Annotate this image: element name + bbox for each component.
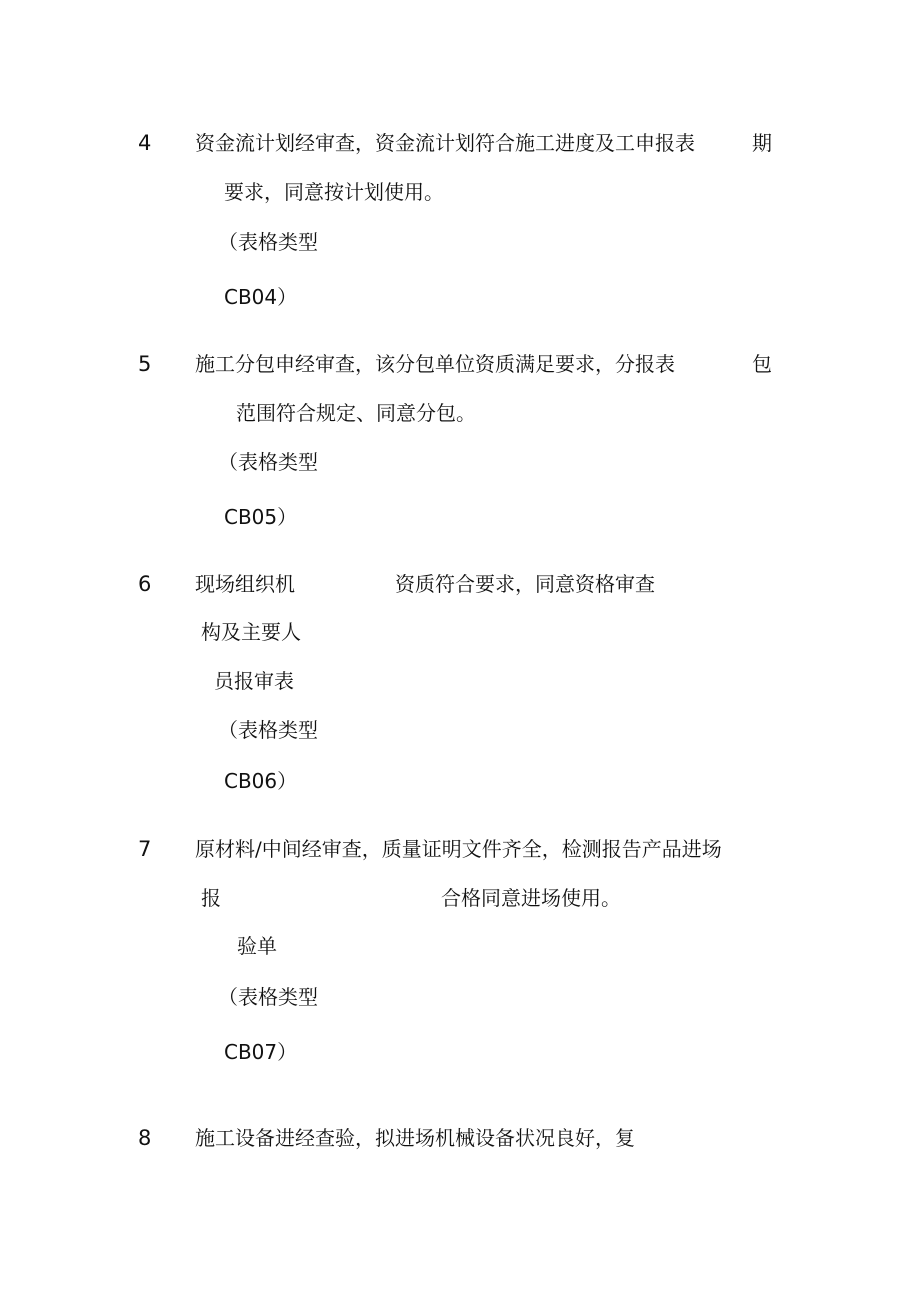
row-name-part1: 现场组织机 <box>195 572 295 596</box>
form-type-label: （表格类型 <box>218 450 318 474</box>
row-text-line2: 要求，同意按计划使用。 <box>224 180 444 204</box>
row-number: 6 <box>138 572 152 596</box>
row-opinion: 合格同意进场使用。 <box>441 886 621 910</box>
form-type-code: CB04） <box>224 285 298 309</box>
row-number: 8 <box>138 1126 152 1150</box>
row-text-line1: 施工设备进经查验，拟进场机械设备状况良好，复 <box>195 1126 635 1150</box>
row-text-line1: 原材料/中间经审查，质量证明文件齐全，检测报告产品进场 <box>195 837 722 861</box>
row-text-tail: 期 <box>752 131 772 155</box>
row-name-part3: 验单 <box>237 934 277 958</box>
form-type-label: （表格类型 <box>218 230 318 254</box>
form-type-code: CB05） <box>224 505 298 529</box>
row-text-tail: 包 <box>752 352 772 376</box>
row-text-line1: 资金流计划经审查，资金流计划符合施工进度及工申报表 <box>195 131 695 155</box>
form-type-code: CB07） <box>224 1040 298 1064</box>
row-number: 4 <box>138 131 152 155</box>
row-number: 7 <box>138 837 152 861</box>
form-type-code: CB06） <box>224 769 298 793</box>
form-type-label: （表格类型 <box>218 718 318 742</box>
row-number: 5 <box>138 352 152 376</box>
row-name-part2: 报 <box>201 886 221 910</box>
form-type-label: （表格类型 <box>218 985 318 1009</box>
row-opinion: 资质符合要求，同意资格审查 <box>395 572 655 596</box>
row-text-line1: 施工分包申经审查，该分包单位资质满足要求，分报表 <box>195 352 675 376</box>
row-name-part3: 员报审表 <box>214 669 294 693</box>
row-name-part2: 构及主要人 <box>201 620 301 644</box>
row-text-line2: 范围符合规定、同意分包。 <box>236 401 476 425</box>
